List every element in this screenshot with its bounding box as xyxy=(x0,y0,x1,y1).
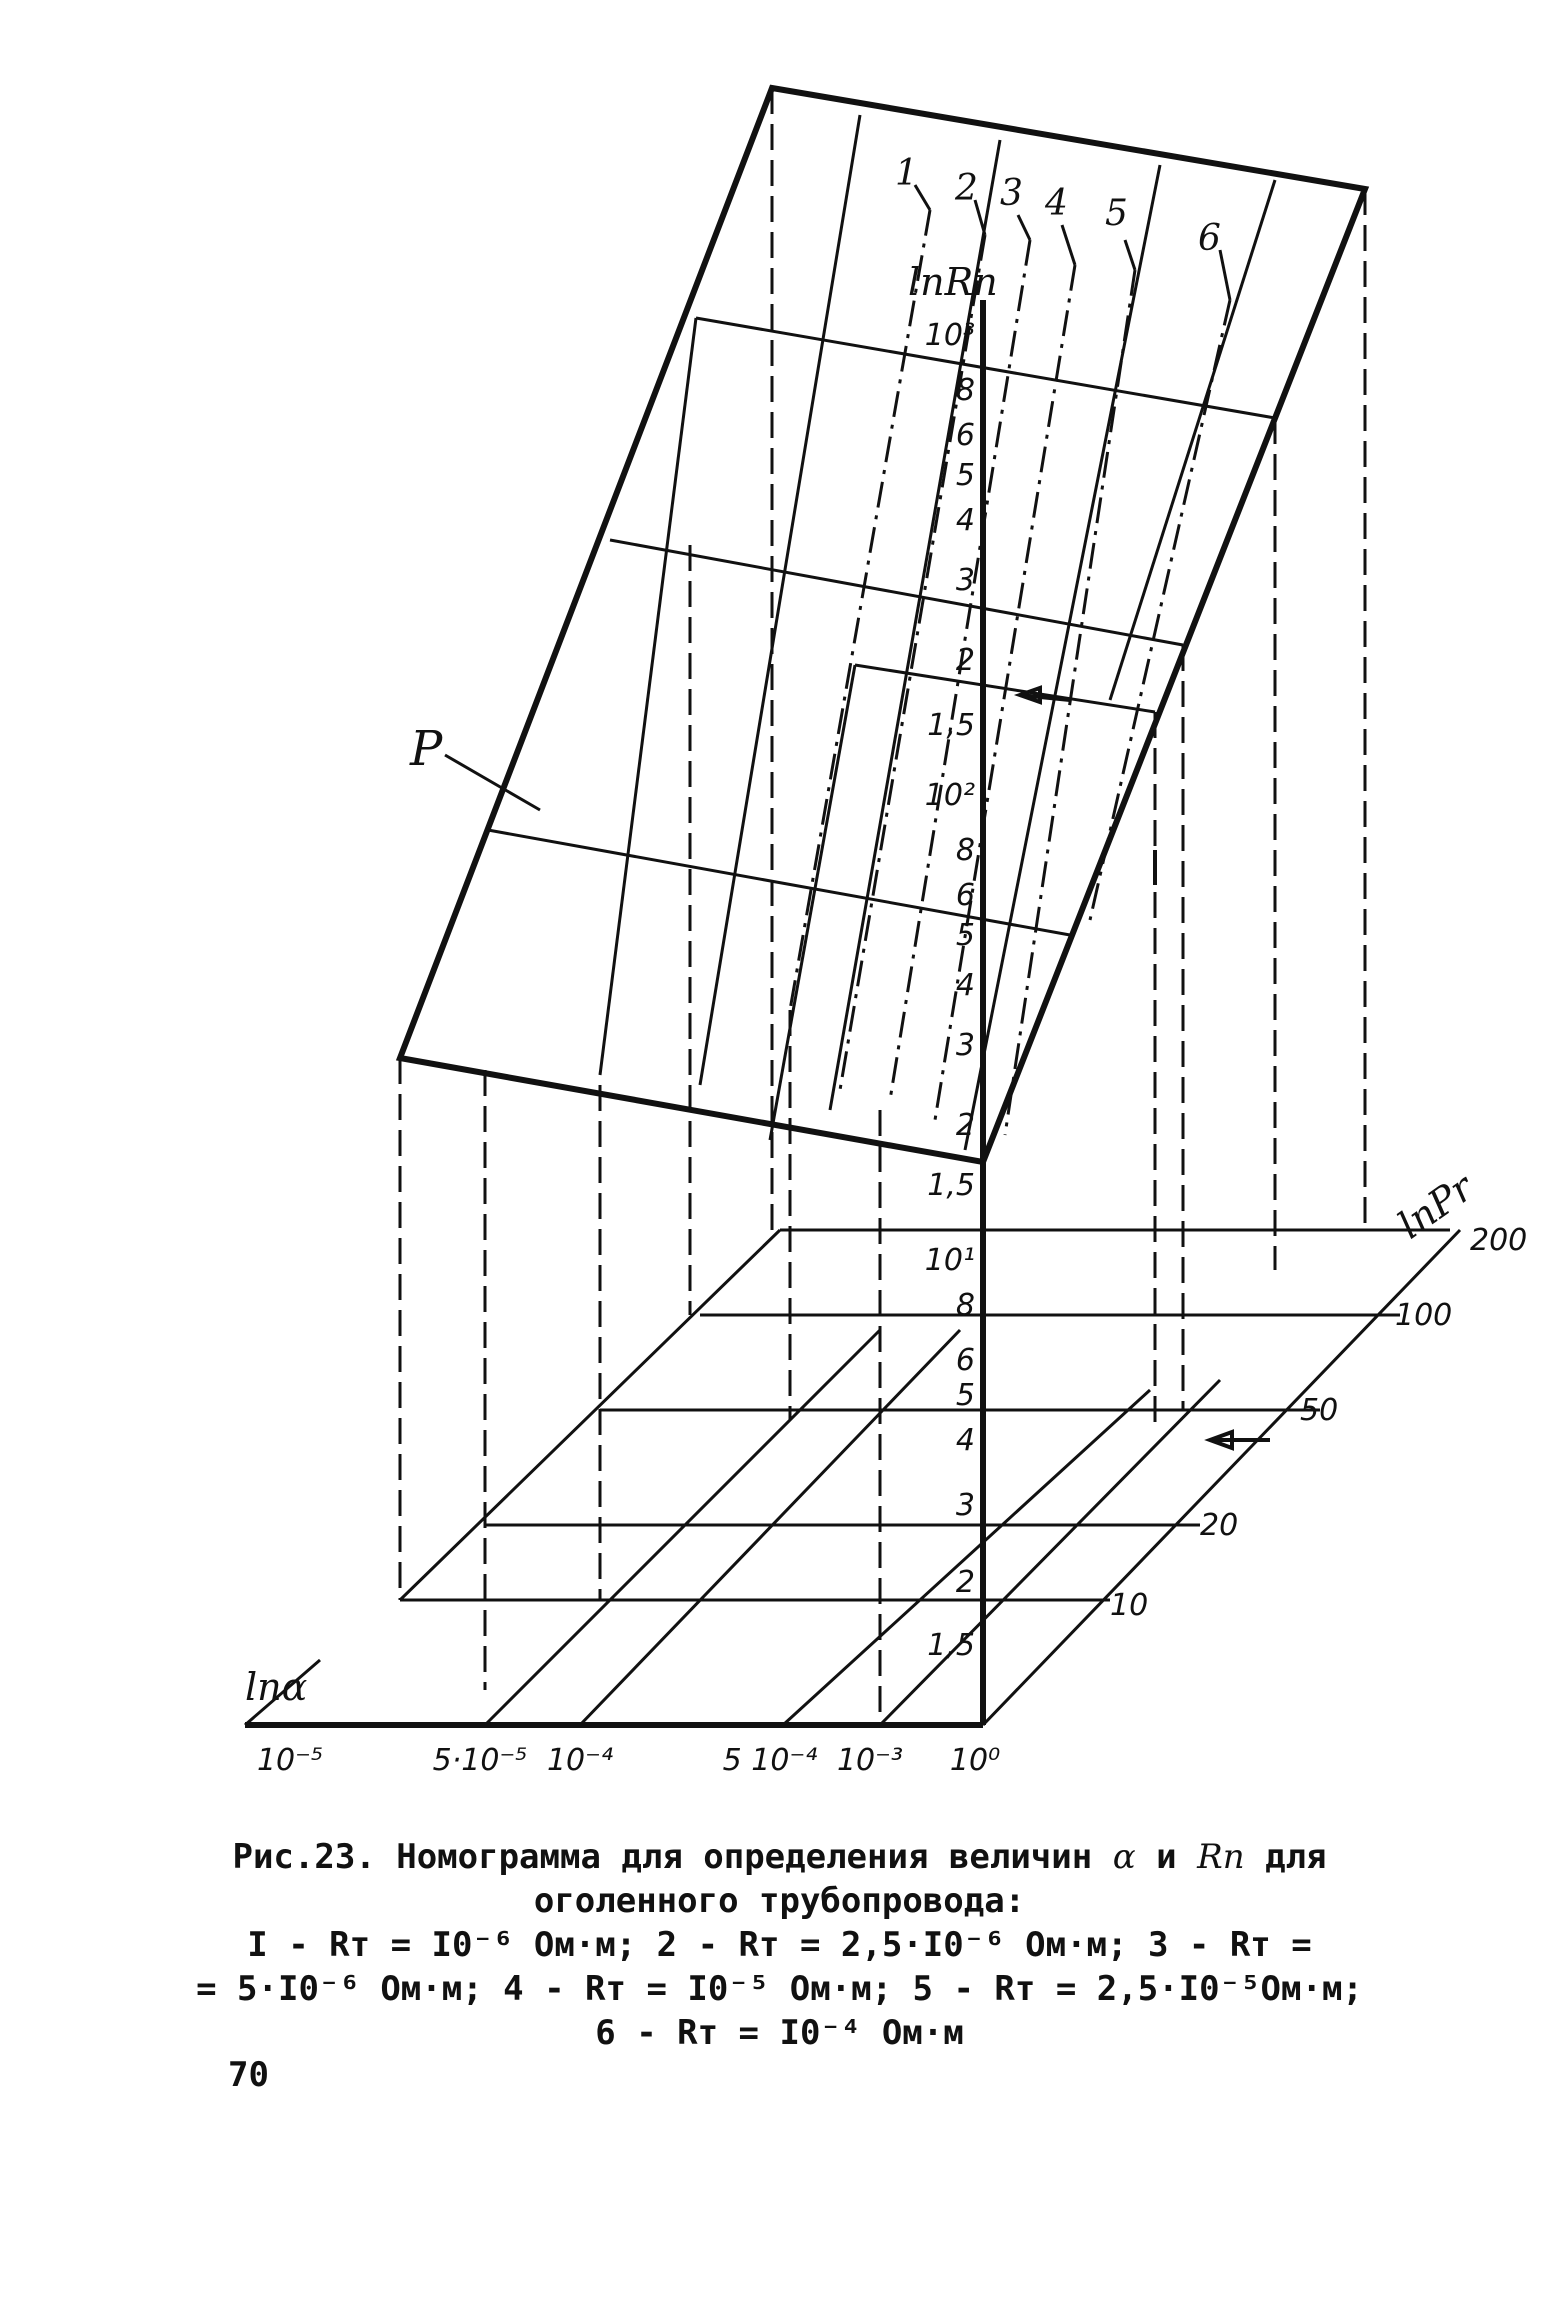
z-tick: 8 xyxy=(955,1288,975,1323)
plane-label: P xyxy=(410,721,443,777)
caption-conj: и xyxy=(1156,1837,1177,1877)
x-ticks xyxy=(257,1743,1000,1778)
z-tick: 4 xyxy=(955,968,975,1003)
y-tick: 50 xyxy=(1300,1393,1339,1428)
caption-line-5: 6 - Rт = I0⁻⁴ Ом·м xyxy=(595,2013,964,2053)
z-tick: 8 xyxy=(955,373,975,408)
y-tick: 100 xyxy=(1395,1298,1453,1333)
z-tick: 10³ xyxy=(924,318,975,353)
curve-label: 3 xyxy=(1000,173,1023,214)
caption-symbol-alpha: α xyxy=(1112,1837,1136,1877)
z-tick: 5 xyxy=(955,918,975,953)
curve-label: 4 xyxy=(1045,183,1068,224)
z-tick: 6 xyxy=(955,878,975,913)
z-tick: 4 xyxy=(955,503,975,538)
caption-suffix: для xyxy=(1265,1837,1327,1877)
x-tick: 5·10⁻⁵ xyxy=(432,1743,528,1778)
curve-label: 1 xyxy=(895,153,918,194)
caption-symbol-rp: Rп xyxy=(1197,1837,1245,1877)
z-tick: 5 xyxy=(955,1378,975,1413)
x-tick: 10⁻³ xyxy=(836,1743,904,1778)
z-tick: 6 xyxy=(955,418,975,453)
z-tick: 5 xyxy=(955,458,975,493)
curve-label-group xyxy=(895,153,1221,259)
y-ticks xyxy=(1110,1223,1527,1623)
z-tick: 2 xyxy=(955,1565,975,1600)
arrows xyxy=(1020,688,1270,1448)
curve-label: 5 xyxy=(1105,193,1128,234)
curve-label: 2 xyxy=(955,168,978,209)
x-tick: 10⁻⁴ xyxy=(546,1743,614,1778)
z-tick: 6 xyxy=(955,1343,975,1378)
figure-caption xyxy=(0,1835,1559,2055)
axis-z-label: lnRп xyxy=(908,260,998,304)
z-tick: 2 xyxy=(955,643,975,678)
y-tick: 20 xyxy=(1200,1508,1239,1543)
x-tick: 10⁻⁵ xyxy=(256,1743,324,1778)
caption-line-2: оголенного трубопровода: xyxy=(533,1881,1026,1921)
projection-lines xyxy=(400,88,1365,1720)
z-tick: 2 xyxy=(955,1108,975,1143)
caption-prefix: Рис.23. Номограмма для определения величин xyxy=(232,1837,1093,1877)
curve-label: 6 xyxy=(1198,218,1221,259)
caption-line-4: = 5·I0⁻⁶ Ом·м; 4 - Rт = I0⁻⁵ Ом·м; 5 - Rт = 2,5·I0⁻⁵Ом·м; xyxy=(196,1969,1363,2009)
curve-5 xyxy=(1005,270,1135,1135)
plane-grid xyxy=(488,115,1275,1150)
curve-1 xyxy=(790,210,930,1010)
curve-6 xyxy=(1090,300,1230,920)
z-tick: 1,5 xyxy=(927,708,975,743)
caption-line-1 xyxy=(0,1835,1559,1879)
axis-y-label: lnPr xyxy=(1389,1165,1482,1248)
x-tick: 10⁰ xyxy=(949,1743,1001,1778)
z-tick: 10² xyxy=(924,778,975,813)
caption-line-3: I - Rт = I0⁻⁶ Ом·м; 2 - Rт = 2,5·I0⁻⁶ Ом·м; 3 - Rт = xyxy=(247,1925,1312,1965)
y-tick: 200 xyxy=(1470,1223,1528,1258)
x-tick: 5 10⁻⁴ xyxy=(722,1743,818,1778)
z-tick: 1,5 xyxy=(927,1628,975,1663)
curves-rt xyxy=(790,210,1230,1135)
z-tick: 10¹ xyxy=(924,1243,975,1278)
z-tick: 8 xyxy=(955,833,975,868)
z-tick: 3 xyxy=(955,1028,975,1063)
z-tick: 3 xyxy=(955,1488,975,1523)
z-tick: 1,5 xyxy=(927,1168,975,1203)
z-tick: 4 xyxy=(955,1423,975,1458)
page-number: 70 xyxy=(228,2055,269,2095)
z-tick: 3 xyxy=(955,563,975,598)
leader-lines xyxy=(445,185,1230,810)
axis-x-label: lnα xyxy=(245,1665,308,1709)
y-tick: 10 xyxy=(1110,1588,1149,1623)
